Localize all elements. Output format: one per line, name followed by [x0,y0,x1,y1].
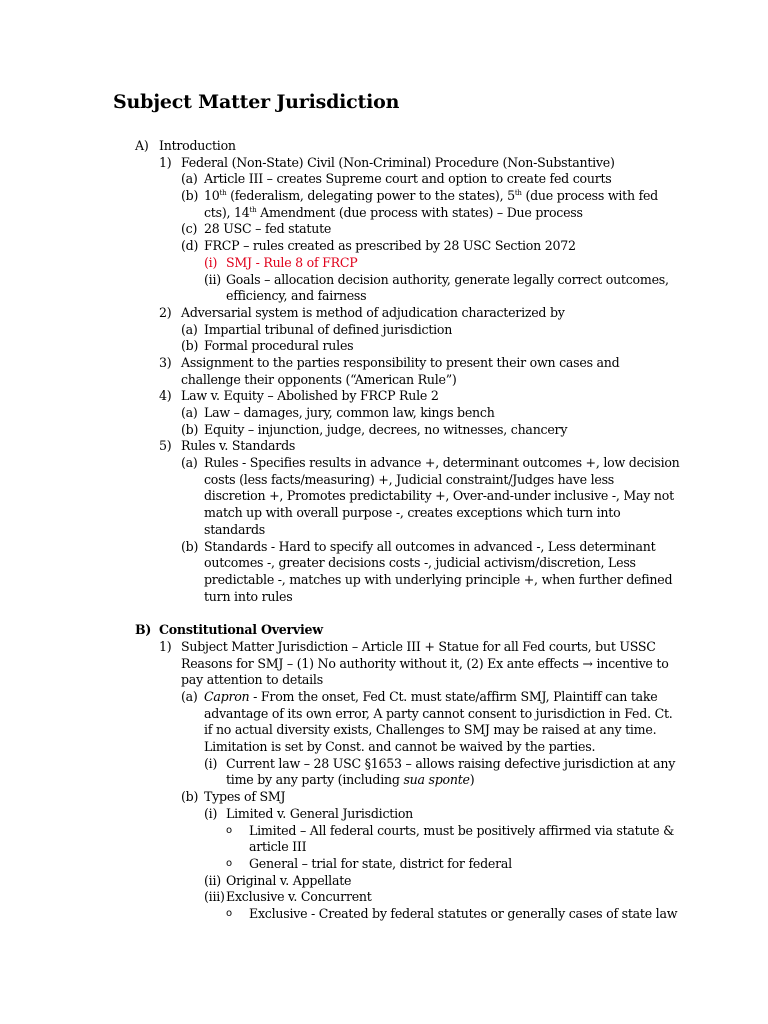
list-marker: (a) [181,455,198,471]
outline-text: Original v. Appellate [226,872,352,888]
list-marker: 1) [159,638,172,654]
outline-text: Formal procedural rules [204,338,354,354]
outline-text: 10th (federalism, delegating power to the states), 5th (due process with fed [204,188,658,204]
outline-text: Exclusive - Created by federal statutes or generally cases of state law [249,905,678,921]
outline-row [0,889,768,906]
outline-text: SMJ - Rule 8 of FRCP [226,254,358,270]
outline-text: discretion +, Promotes predictability +, Over-and-under inclusive -, May not [204,488,674,504]
outline-text: match up with overall purpose -, creates exceptions which turn into [204,505,621,521]
outline-text: predictable -, matches up with underlying principle +, when further defined [204,571,673,587]
outline-text: Limited v. General Jurisdiction [226,805,414,821]
outline-row [0,806,768,823]
list-marker: (a) [181,405,198,420]
outline-row [0,355,768,372]
outline-row [0,505,768,522]
outline-text: Rules - Specifies results in advance +, determinant outcomes +, low decision [204,455,680,471]
list-marker: (ii) [204,872,221,888]
outline-text: Constitutional Overview [159,622,323,638]
outline-row [0,873,768,890]
outline-text: efficiency, and fairness [226,288,367,304]
outline-row [0,272,768,289]
bullet-icon: o [226,907,232,919]
outline-text: Exclusive v. Concurrent [226,889,372,905]
list-marker: (i) [204,755,218,771]
outline-row [0,188,768,205]
list-marker: (b) [181,188,199,204]
outline-row [0,488,768,505]
outline-text: cts), 14th Amendment (due process with states) – Due process [204,204,583,220]
outline-text: Federal (Non-State) Civil (Non-Criminal) Procedure (Non-Substantive) [181,154,615,170]
outline-text: Types of SMJ [204,789,286,805]
outline-text: FRCP – rules created as prescribed by 28 USC Section 2072 [204,238,576,254]
list-marker: (c) [181,221,198,237]
list-marker: 5) [159,438,172,454]
list-marker: 1) [159,154,172,170]
outline-text: Law – damages, jury, common law, kings bench [204,405,495,420]
list-marker: B) [135,622,152,638]
outline-text: Subject Matter Jurisdiction – Article III + Statue for all Fed courts, but USSC [181,638,656,654]
outline [0,138,768,923]
outline-text: Goals – allocation decision authority, generate legally correct outcomes, [226,271,669,287]
outline-text: Current law – 28 USC §1653 – allows raising defective jurisdiction at any [226,755,676,771]
outline-row [0,288,768,305]
outline-text: time by any party (including sua sponte) [226,772,475,788]
outline-text: Standards - Hard to specify all outcomes in advanced -, Less determinant [204,538,656,554]
outline-row [0,522,768,539]
outline-row [0,539,768,556]
outline-row [0,138,768,155]
outline-text: costs (less facts/measuring) +, Judicial constraint/Judges have less [204,471,615,487]
outline-row [0,639,768,656]
outline-row [0,739,768,756]
outline-text: advantage of its own error, A party cannot consent to jurisdiction in Fed. Ct. [204,705,673,721]
outline-text: article III [249,839,307,855]
list-marker: (b) [181,789,199,805]
list-marker: (b) [181,421,199,437]
outline-row [0,372,768,389]
outline-text: Adversarial system is method of adjudication characterized by [181,304,565,320]
outline-row [0,622,768,639]
list-marker: 4) [159,388,172,404]
outline-text: 28 USC – fed statute [204,221,332,237]
outline-row [0,656,768,673]
outline-row [0,455,768,472]
outline-text: General – trial for state, district for federal [249,855,512,871]
bullet-icon: o [226,824,232,836]
outline-text: Reasons for SMJ – (1) No authority without it, (2) Ex ante effects → incentive to [181,655,669,671]
document-title: Subject Matter Jurisdiction [113,91,400,113]
outline-row [0,823,768,840]
outline-row [0,839,768,856]
outline-text: Limited – All federal courts, must be positively affirmed via statute & [249,822,675,838]
outline-row [0,338,768,355]
outline-row [0,856,768,873]
outline-row [0,205,768,222]
outline-text: challenge their opponents (“American Rule”) [181,371,457,387]
outline-row [0,756,768,773]
list-marker: (b) [181,538,199,554]
outline-text: outcomes -, greater decisions costs -, judicial activism/discretion, Less [204,555,636,571]
outline-text: Capron - From the onset, Fed Ct. must state/affirm SMJ, Plaintiff can take [204,689,658,704]
outline-row [0,422,768,439]
outline-row [0,672,768,689]
outline-text: standards [204,521,266,537]
outline-text: pay attention to details [181,672,323,688]
list-marker: (ii) [204,271,221,287]
list-marker: (i) [204,254,218,270]
outline-row [0,722,768,739]
list-marker: 3) [159,354,172,370]
outline-row [0,405,768,422]
outline-row [0,772,768,789]
outline-text: Impartial tribunal of defined jurisdiction [204,321,453,337]
outline-text: Assignment to the parties responsibility to present their own cases and [181,354,620,370]
list-marker: (i) [204,805,218,821]
list-marker: (a) [181,689,198,704]
outline-text: turn into rules [204,588,293,604]
outline-text: Rules v. Standards [181,438,296,454]
outline-text: Equity – injunction, judge, decrees, no witnesses, chancery [204,421,568,437]
outline-row [0,555,768,572]
outline-text: Introduction [159,138,236,153]
list-marker: (b) [181,338,199,354]
outline-text: Article III – creates Supreme court and option to create fed courts [204,171,612,187]
outline-row [0,472,768,489]
outline-row [0,155,768,172]
outline-row [0,438,768,455]
list-marker: 2) [159,304,172,320]
outline-row [0,238,768,255]
bullet-icon: o [226,857,232,869]
outline-row [0,171,768,188]
outline-text: if no actual diversity exists, Challenges to SMJ may be raised at any time. [204,722,657,738]
outline-row [0,906,768,923]
outline-row [0,221,768,238]
outline-row [0,255,768,272]
list-marker: (a) [181,171,198,187]
outline-row [0,388,768,405]
list-marker: A) [135,138,149,153]
outline-row [0,305,768,322]
outline-row [0,589,768,606]
outline-row [0,706,768,723]
outline-row [0,689,768,706]
outline-text: Law v. Equity – Abolished by FRCP Rule 2 [181,388,439,404]
outline-row [0,789,768,806]
list-marker: (iii) [204,889,225,905]
list-marker: (a) [181,321,198,337]
list-marker: (d) [181,238,199,254]
outline-row [0,322,768,339]
outline-text: Limitation is set by Const. and cannot be waived by the parties. [204,739,596,755]
outline-row [0,572,768,589]
